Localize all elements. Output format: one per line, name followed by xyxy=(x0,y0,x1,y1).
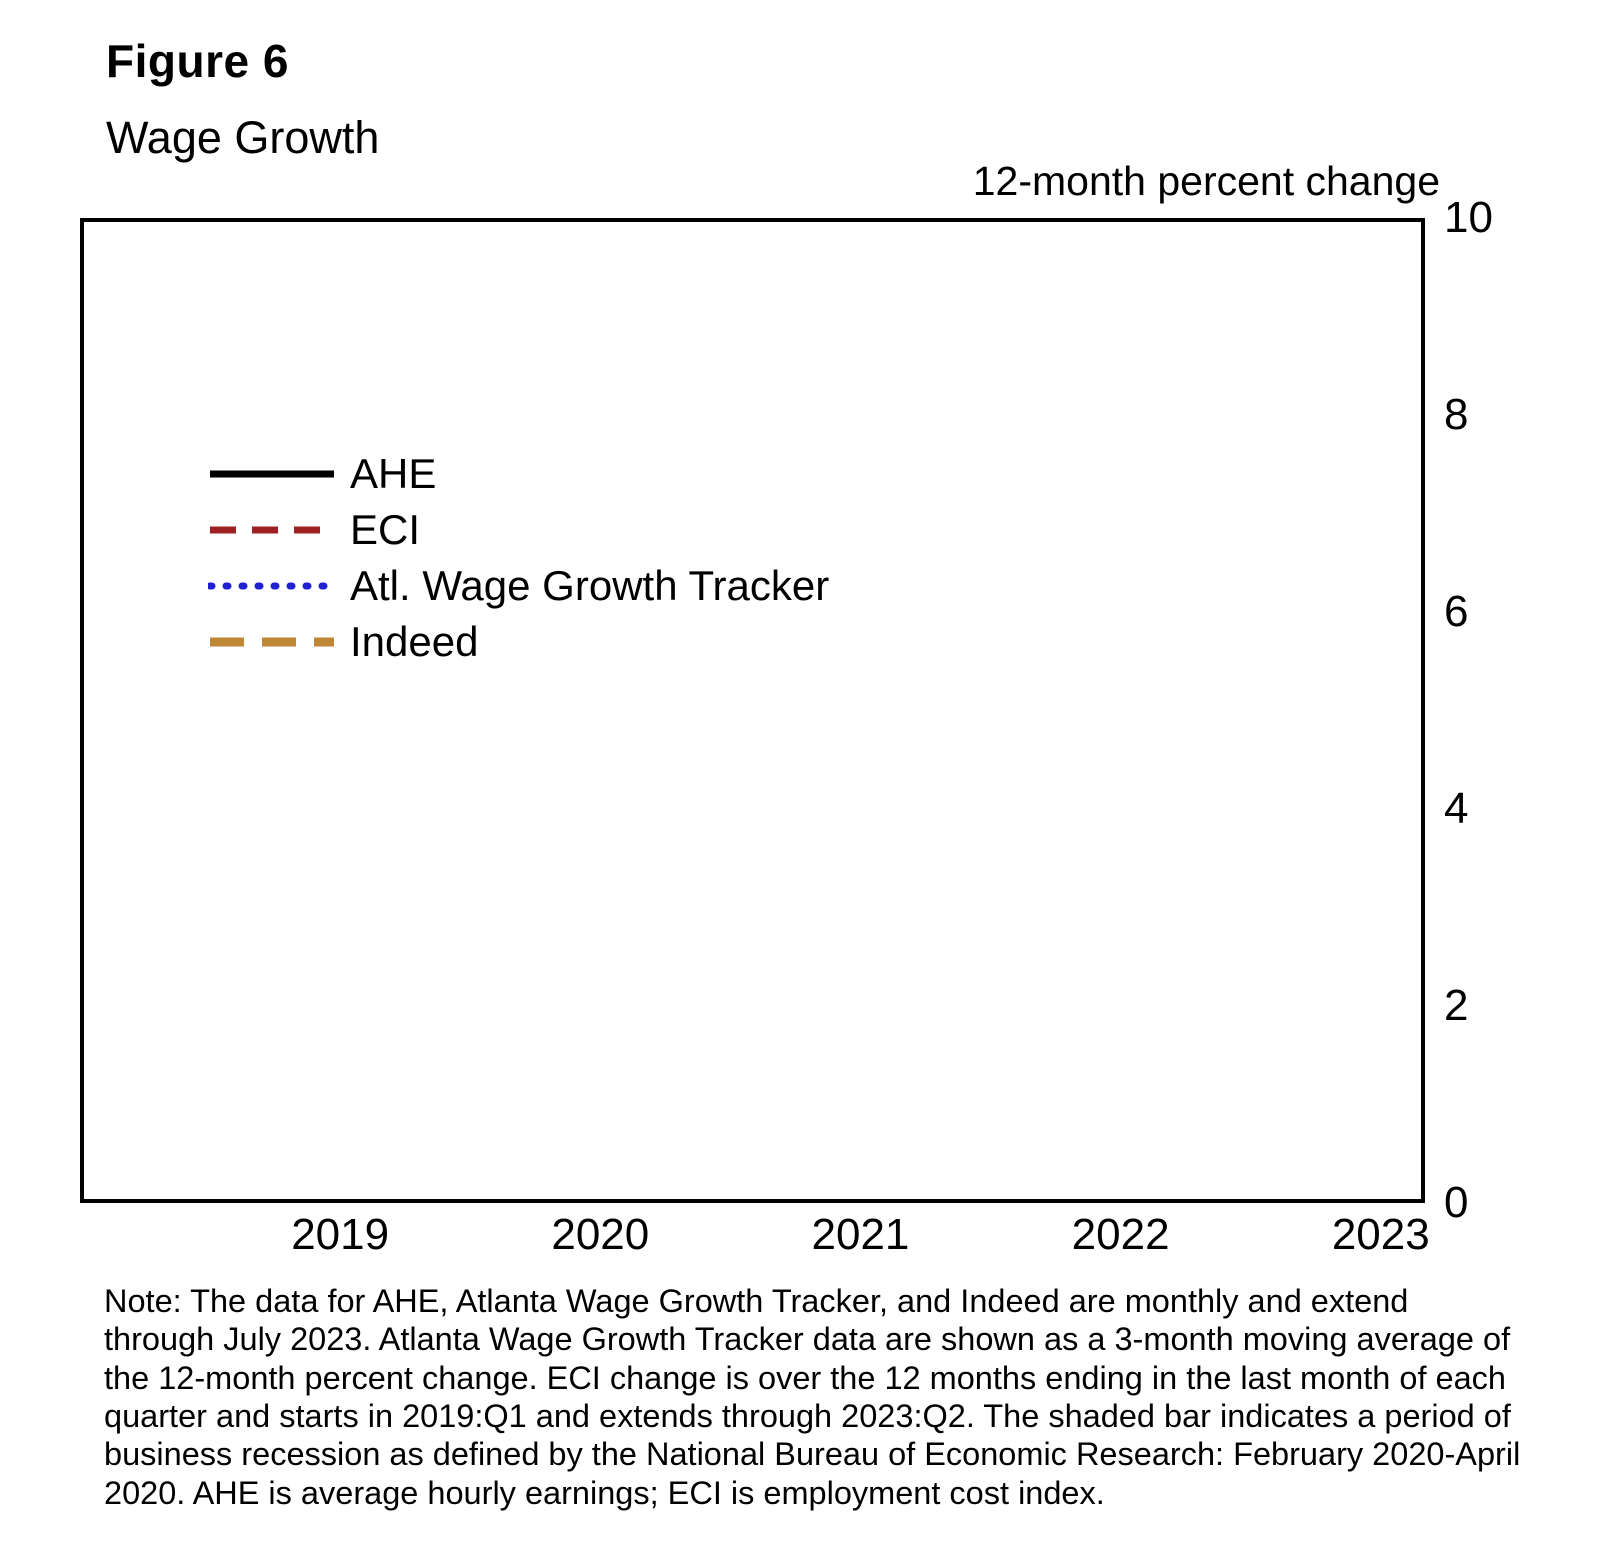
y-tick-label: 4 xyxy=(1444,784,1469,833)
figure-title: Wage Growth xyxy=(106,112,380,163)
y-axis-labels xyxy=(1434,193,1564,1227)
x-axis-labels xyxy=(80,1210,1430,1270)
dashed-line-key xyxy=(208,514,336,546)
chart-legend xyxy=(208,446,1008,670)
solid-line-key xyxy=(208,458,336,490)
figure-label: Figure 6 xyxy=(106,35,289,87)
legend-label-indeed: Indeed xyxy=(350,618,479,665)
dotted-line-key xyxy=(208,570,336,602)
x-tick-label: 2020 xyxy=(551,1210,650,1259)
legend-item-indeed xyxy=(208,614,1008,670)
x-tick-label: 2021 xyxy=(811,1210,910,1259)
legend-item-tracker xyxy=(208,558,1008,614)
figure-note: Note: The data for AHE, Atlanta Wage Growth Tracker, and Indeed are monthly and extend through July 2023. Atlanta Wage Growth Tracker data are shown as a 3-month moving average of the 12-month percent change. ECI change is over the 12 months ending in the last month of each quarter and starts in 2019:Q1 and extends through 2023:Q2. The shaded bar indicates a period of business recession as defined by the National Bureau of Economic Research: February 2020-April 2020. AHE is average hourly earnings; ECI is employment cost index. xyxy=(104,1283,1521,1511)
y-tick-label: 6 xyxy=(1444,587,1469,636)
plot-frame xyxy=(80,218,1425,1203)
legend-item-eci xyxy=(208,502,1008,558)
x-tick-label: 2019 xyxy=(291,1210,390,1259)
plot-area xyxy=(80,218,1425,1203)
legend-label-ahe: AHE xyxy=(350,450,437,497)
y-tick-label: 0 xyxy=(1444,1178,1469,1227)
legend-item-ahe xyxy=(208,446,1008,502)
units-label: 12-month percent change xyxy=(972,158,1440,204)
y-tick-label: 10 xyxy=(1444,193,1493,242)
x-tick-label: 2022 xyxy=(1071,1210,1170,1259)
x-tick-label: 2023 xyxy=(1331,1210,1430,1259)
long-dashed-line-key xyxy=(208,626,336,658)
y-tick-label: 2 xyxy=(1444,981,1469,1030)
y-tick-label: 8 xyxy=(1444,390,1469,439)
legend-label-tracker: Atl. Wage Growth Tracker xyxy=(350,562,830,609)
legend-label-eci: ECI xyxy=(350,506,421,553)
